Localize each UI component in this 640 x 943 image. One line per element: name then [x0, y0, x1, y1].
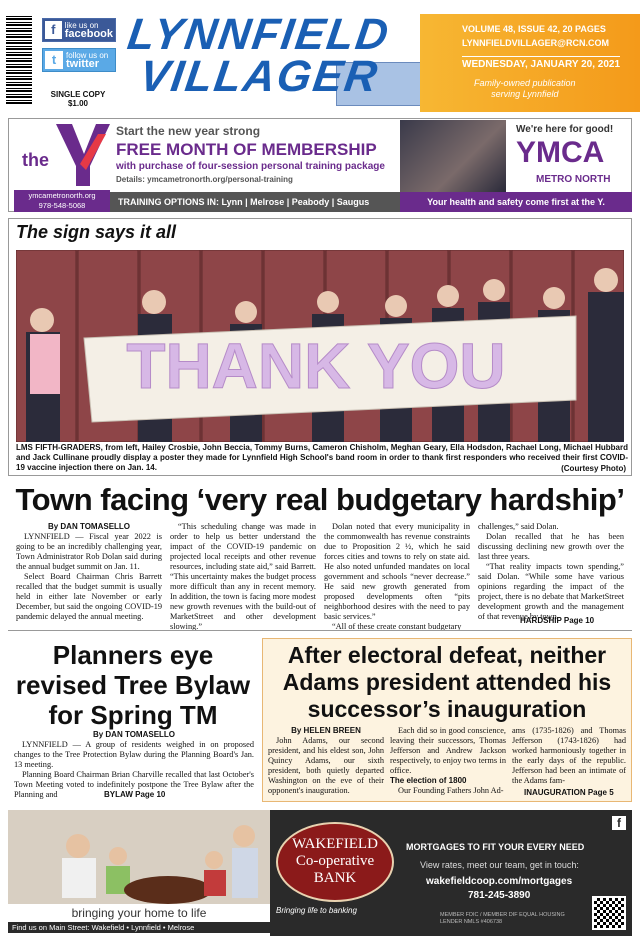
social-links [42, 18, 116, 78]
bylaw-byline: By DAN TOMASELLO [92, 730, 176, 739]
facebook-top-text: like us on [64, 21, 99, 30]
ymca-start: Start the new year strong [116, 124, 261, 138]
ymca-trainer-photo [400, 120, 506, 192]
budget-col-3 [324, 522, 470, 632]
budget-p5: challenges,” said Dolan. [478, 522, 559, 531]
adams-p2: Each did so in good conscience, leaving their successors, Thomas Jefferson and Andrew Jackson respectively, to enjoy two terms in office. [390, 726, 506, 775]
budget-col-2: “This scheduling change was made in order to help us better understand the impact of the COVID-19 pandemic on projected local receipts and other revenue resources, including state aid,” said Barrett. “This uncertainty makes the budget process more difficult than any in recent memory. In addition, the town is facing more modest new growth revenues with the build-out of MarketStreet and other development slowing.” [170, 522, 316, 631]
photo-story-heading: The sign says it all [16, 222, 177, 242]
bylaw-p1: LYNNFIELD — A group of residents weighed in on proposed changes to the Tree Protection Bylaw during the Planning Board's Jan. 13 meeting. [14, 740, 254, 769]
adams-headline[interactable]: After electoral defeat, neither Adams president attended his successor’s inauguration [282, 642, 612, 722]
twitter-brand-text: twitter [66, 58, 99, 70]
photo-caption: LMS FIFTH-GRADERS, from left, Hailey Crosbie, John Beccia, Tommy Burns, Cameron Chisholm, Meghan Geary, Ella Hodsdon, Rachael Long, Michael Hubbard and Jack Cullinane proudly display a poster they made for Lynnfield High School's band room in order to thank first responders who received their first COVID-19 vaccine injection there on Jan. 14. [16, 443, 628, 472]
masthead-title-line1: LYNNFIELD [124, 10, 394, 59]
twitter-top-text: follow us on [66, 51, 109, 60]
qr-code[interactable] [592, 896, 626, 930]
adams-subhead: The election of 1800 [390, 776, 467, 785]
budget-col-4 [478, 522, 624, 622]
budget-p3: Dolan noted that every municipality in the commonwealth has revenue constraints due to Proposition 2 ½, which he said forces cities and towns to rely on state aid. He also noted unfunded mandates on local government and schools “never decrease.” He said new growth generated from proposed developments often “pits neighborhood desires with the need to pay basic services.” [324, 522, 470, 621]
bank-tag: Bringing life to banking [276, 906, 357, 915]
facebook-icon[interactable]: f [612, 816, 626, 830]
budget-headline[interactable]: Town facing ‘very real budgetary hardship’ [15, 482, 625, 517]
adams-p3: Our Founding Fathers John Ad- [398, 786, 504, 795]
bank-url[interactable]: wakefieldcoop.com/mortgages [426, 876, 573, 887]
bank-name-2: Co-operative [295, 853, 375, 869]
bank-bringing: bringing your home to life [71, 906, 207, 920]
facebook-badge[interactable] [42, 18, 116, 42]
budget-p1: LYNNFIELD — Fiscal year 2022 is going to be an incredibly challenging year, Town Administrator Rob Dolan said during the annual budget summit on Jan. 11. [16, 532, 162, 571]
budget-byline: By DAN TOMASELLO [47, 522, 131, 531]
bank-name-3: BANK [313, 870, 357, 886]
ymca-training-locations: TRAINING OPTIONS IN: Lynn | Melrose | Peabody | Saugus [110, 192, 400, 212]
issue-date: WEDNESDAY, JANUARY 20, 2021 [462, 56, 620, 70]
tagline-line2: serving Lynnfield [491, 89, 559, 99]
budget-p2: Select Board Chairman Chris Barrett recalled that the budget summit is usually held in either late November or early December, but said the ongoing COVID-19 pandemic delayed the annual meeting. [16, 572, 162, 621]
facebook-icon: f [45, 21, 62, 39]
adams-jump[interactable]: INAUGURATION Page 5 [524, 788, 614, 797]
budget-col-1 [16, 522, 162, 622]
students-photo [16, 250, 624, 442]
bank-phone: 781-245-3890 [468, 890, 531, 901]
adams-col-1 [268, 726, 384, 796]
issue-info: VOLUME 48, ISSUE 42, 20 PAGES [462, 24, 606, 34]
bylaw-jump[interactable]: BYLAW Page 10 [104, 790, 166, 799]
tagline [474, 78, 576, 100]
ymca-the: the [22, 150, 49, 170]
ymca-health-banner: Your health and safety come first at the Y. [400, 192, 632, 212]
ymca-offer-detail: with purchase of four-session personal training package [116, 161, 385, 172]
ymca-details: Details: ymcametronorth.org/personal-training [116, 175, 293, 184]
bylaw-headline[interactable]: Planners eye revised Tree Bylaw for Spring TM [15, 640, 251, 730]
bank-name-1: WAKEFIELD [292, 836, 378, 852]
budget-p4: “All of these create constant budgetary [332, 622, 462, 631]
adams-col-3: ams (1735-1826) and Thomas Jefferson (1743-1826) had worked harmoniously together in the early days of the republic. Jefferson had been an intimate of the Adams fam- [512, 726, 626, 785]
budget-p6: Dolan recalled that he has been discussing declining new growth over the last three years. [478, 532, 624, 561]
bylaw-p2: Planning Board Chairman Brian Charville recalled that last October's Town Meeting voted to indefinitely postpone the Tree Bylaw after the Planning and [14, 770, 254, 799]
banner-text: THANK YOU [126, 330, 506, 402]
twitter-icon: t [45, 51, 63, 69]
bank-logo[interactable] [276, 822, 394, 902]
ymca-metro: METRO NORTH [536, 174, 611, 185]
bank-view: View rates, meet our team, get in touch: [420, 860, 579, 870]
facebook-brand-text: facebook [64, 28, 113, 40]
bank-find-us: Find us on Main Street: Wakefield • Lynnfield • Melrose [8, 922, 270, 933]
ymca-url[interactable]: ymcametronorth.org [28, 191, 96, 200]
single-copy-price: SINGLE COPY $1.00 [50, 90, 106, 108]
barcode [6, 16, 32, 104]
ymca-brand: YMCA [516, 136, 605, 169]
adams-p1: John Adams, our second president, and his eldest son, John Quincy Adams, our sixth president, both quietly departed Washington on the eve of their opponent's inauguration. [268, 736, 384, 795]
adams-col-2 [390, 726, 506, 796]
twitter-badge[interactable] [42, 48, 116, 72]
ymca-slogan: We're here for good! [516, 124, 614, 135]
budget-p7: “That reality impacts town spending,” said Dolan. “While some have various opinions regarding the impact of the project, there is no debate that MarketStreet development growth and the management of that revenue by town [478, 562, 624, 621]
ymca-phone: 978-548-5068 [38, 201, 86, 210]
ymca-offer: FREE MONTH OF MEMBERSHIP [116, 140, 377, 159]
students-photo-art [16, 250, 624, 442]
bank-fdic: MEMBER FDIC / MEMBER DIF EQUAL HOUSING LENDER NMLS #406738 [440, 912, 565, 925]
tagline-line1: Family-owned publication [474, 78, 576, 88]
bank-left-tagline [8, 904, 270, 936]
budget-jump[interactable]: HARDSHIP Page 10 [520, 616, 595, 625]
ymca-contact[interactable] [14, 190, 110, 212]
photo-credit: (Courtesy Photo) [561, 464, 626, 473]
website[interactable]: LYNNFIELDVILLAGER@RCN.COM [462, 38, 609, 48]
masthead-title-line2: VILLAGER [136, 52, 382, 101]
family-photo-art [8, 810, 270, 906]
adams-byline: By HELEN BREEN [291, 726, 361, 735]
bank-mortgages: MORTGAGES TO FIT YOUR EVERY NEED [406, 842, 585, 852]
family-photo [8, 810, 270, 906]
